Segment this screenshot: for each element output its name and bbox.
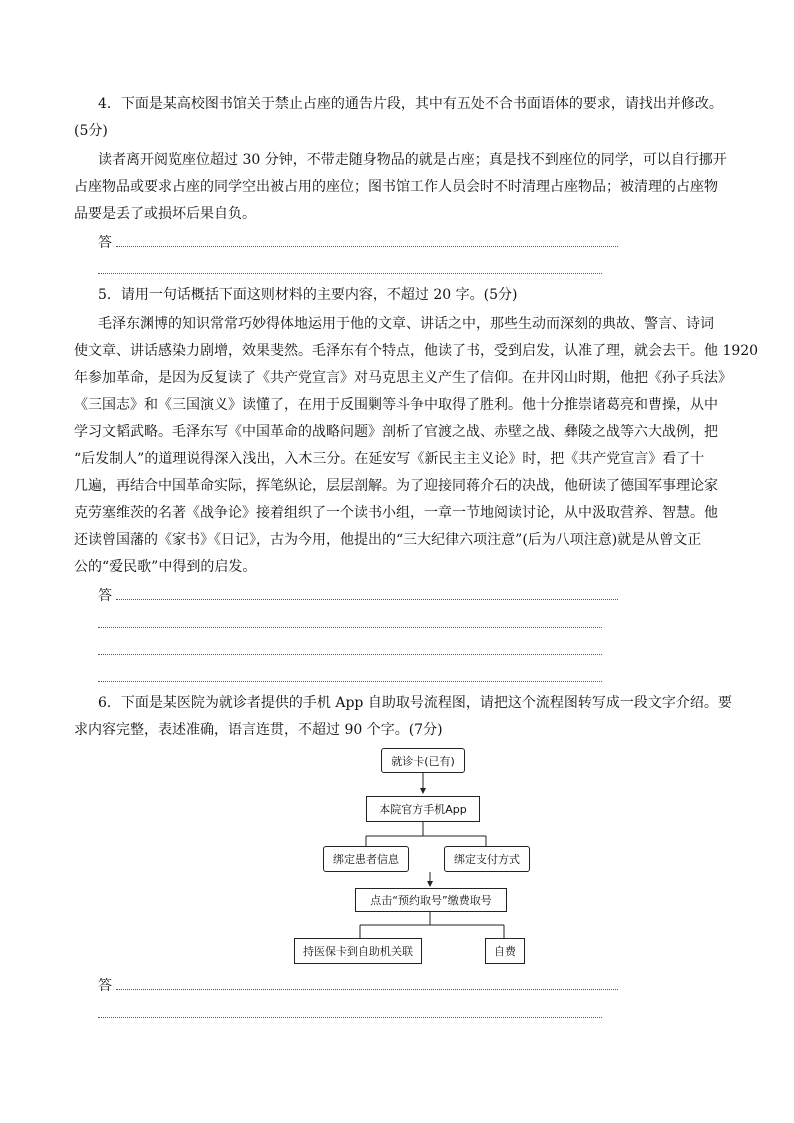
q5-para-line: 年参加革命，是因为反复读了《共产党宣言》对马克思主义产生了信仰。在井冈山时期，他把《孙子兵法》 [74,370,732,386]
flow-node-reserve: 点击“预约取号”缴费取号 [355,888,507,912]
flow-node-card: 就诊卡(已有) [381,748,465,773]
q5-answer-label: 答 [98,588,112,604]
q4-para-line: 读者离开阅览座位超过 30 分钟，不带走随身物品的就是占座；真是找不到座位的同学，可以自行挪开 [98,152,727,168]
flow-node-bind-patient: 绑定患者信息 [323,846,409,872]
q4-score: (5分) [74,123,108,139]
flow-node-insurance: 持医保卡到自助机关联 [294,938,422,964]
q5-para-line: 几遍，再结合中国革命实际，挥笔纵论，层层剖解。为了迎接同蒋介石的决战，他研读了德国军事理论家 [74,478,718,494]
q5-para-line: 《三国志》和《三国演义》读懂了，在用于反围剿等斗争中取得了胜利。他十分推崇诸葛亮和曹操，从中 [74,397,718,413]
q5-para-line: 学习文韬武略。毛泽东写《中国革命的战略问题》剖析了官渡之战、赤壁之战、彝陵之战等六大战例，把 [74,424,718,440]
q5-para-line: 还读曾国藩的《家书》《日记》，古为今用，他提出的“三大纪律六项注意”(后为八项注意)就是从曾文正 [74,532,702,548]
q6-answer-label: 答 [98,978,112,994]
q6-prompt: 6．下面是某医院为就诊者提供的手机 App 自助取号流程图，请把这个流程图转写成一段文字介绍。要 [98,695,732,711]
q4-answer-label: 答 [98,235,112,251]
q6-answer-line[interactable] [116,989,618,990]
flow-node-app: 本院官方手机App [366,796,480,822]
q5-para-line: 公的“爱民歌”中得到的启发。 [74,559,257,575]
q4-para-line: 品要是丢了或损坏后果自负。 [74,206,256,222]
q5-para-line: 使文章、讲话感染力剧增，效果斐然。毛泽东有个特点，他读了书，受到启发，认准了理，就会去干。他 1920 [74,343,759,359]
q4-para-line: 占座物品或要求占座的同学空出被占用的座位；图书馆工作人员会时不时清理占座物品；被清理的占座物 [74,179,718,195]
q4-prompt: 4．下面是某高校图书馆关于禁止占座的通告片段，其中有五处不合书面语体的要求，请找出并修改。 [98,96,723,112]
flow-node-bind-payment: 绑定支付方式 [444,846,530,872]
q5-para-line: “后发制人”的道理说得深入浅出，入木三分。在延安写《新民主主义论》时，把《共产党宣言》看了十 [74,451,705,467]
q5-para-line: 毛泽东渊博的知识常常巧妙得体地运用于他的文章、讲话之中，那些生动而深刻的典故、警言、诗词 [98,316,714,332]
flow-node-selfpay: 自费 [485,938,525,964]
q6-answer-line[interactable] [98,1017,602,1018]
q5-prompt: 5．请用一句话概括下面这则材料的主要内容，不超过 20 字。(5分) [98,287,518,303]
q5-para-line: 克劳塞维茨的名著《战争论》接着组织了一个读书小组，一章一节地阅读讨论，从中汲取营养、智慧。他 [74,505,718,521]
q6-prompt-cont: 求内容完整，表述准确，语言连贯，不超过 90 个字。(7分) [74,722,443,738]
